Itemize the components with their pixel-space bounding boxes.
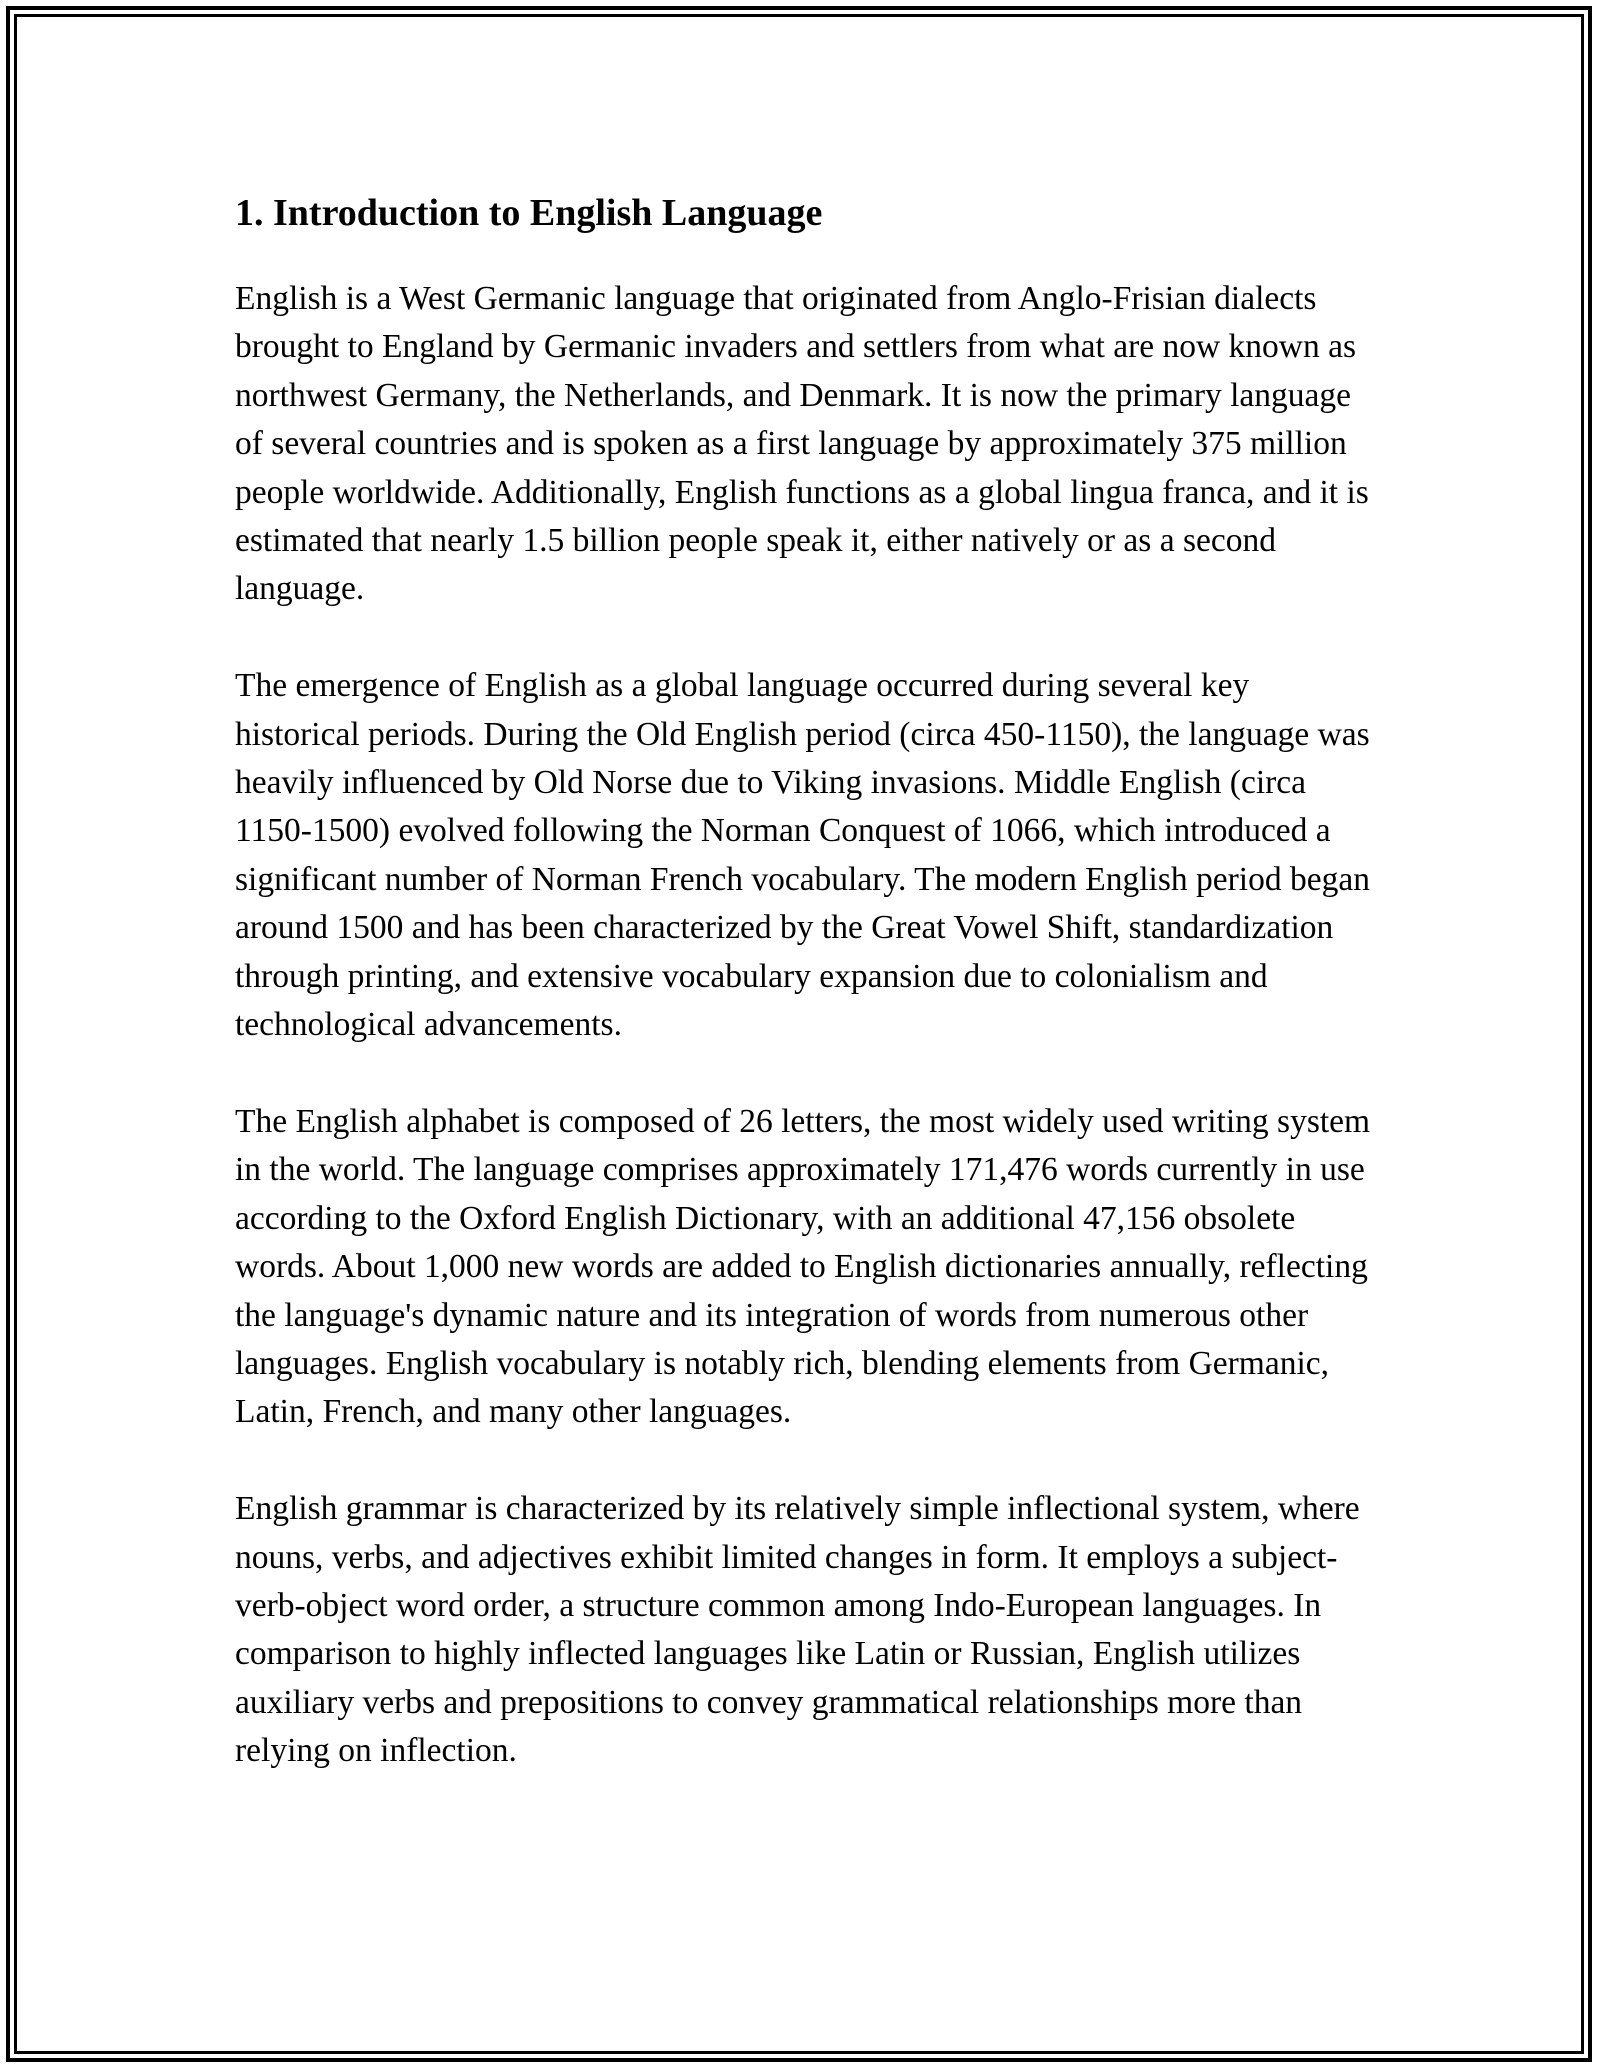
section-heading: 1. Introduction to English Language <box>235 192 823 234</box>
paragraph-vocabulary: The English alphabet is composed of 26 letters, the most widely used writing system in the world. The language comprises approximately 171,476 words currently in use according to the Oxford English Dictionary, with an additional 47,156 obsolete words. About 1,000 new words are added to English dictionaries annually, reflecting the language's dynamic nature and its integration of words from numerous other languages. English vocabulary is notably rich, blending elements from Germanic, Latin, French, and many other languages. <box>235 1102 1371 1431</box>
paragraph-origins: English is a West Germanic language that originated from Anglo-Frisian dialects brought to England by Germanic invaders and settlers from what are now known as northwest Germany, the Netherlands, and Denmark. It is now the primary language of several countries and is spoken as a first language by approximately 375 million people worldwide. Additionally, English functions as a global lingua franca, and it is estimated that nearly 1.5 billion people speak it, either natively or as a second language. <box>235 280 1369 608</box>
document-body <box>235 183 1375 1824</box>
paragraph-history: The emergence of English as a global language occurred during several key historical periods. During the Old English period (circa 450-1150), the language was heavily influenced by Old Norse due to Viking invasions. Middle English (circa 1150-1500) evolved following the Norman Conquest of 1066, which introduced a significant number of Norman French vocabulary. The modern English period began around 1500 and has been characterized by the Great Vowel Shift, standardization through printing, and extensive vocabulary expansion due to colonialism and technological advancements. <box>235 667 1370 1044</box>
paragraph-grammar: English grammar is characterized by its relatively simple inflectional system, where nouns, verbs, and adjectives exhibit limited changes in form. It employs a subject-verb-object word order, a structure common among Indo-European languages. In comparison to highly inflected languages like Latin or Russian, English utilizes auxiliary verbs and prepositions to convey grammatical relationships more than relying on inflection. <box>235 1490 1360 1770</box>
